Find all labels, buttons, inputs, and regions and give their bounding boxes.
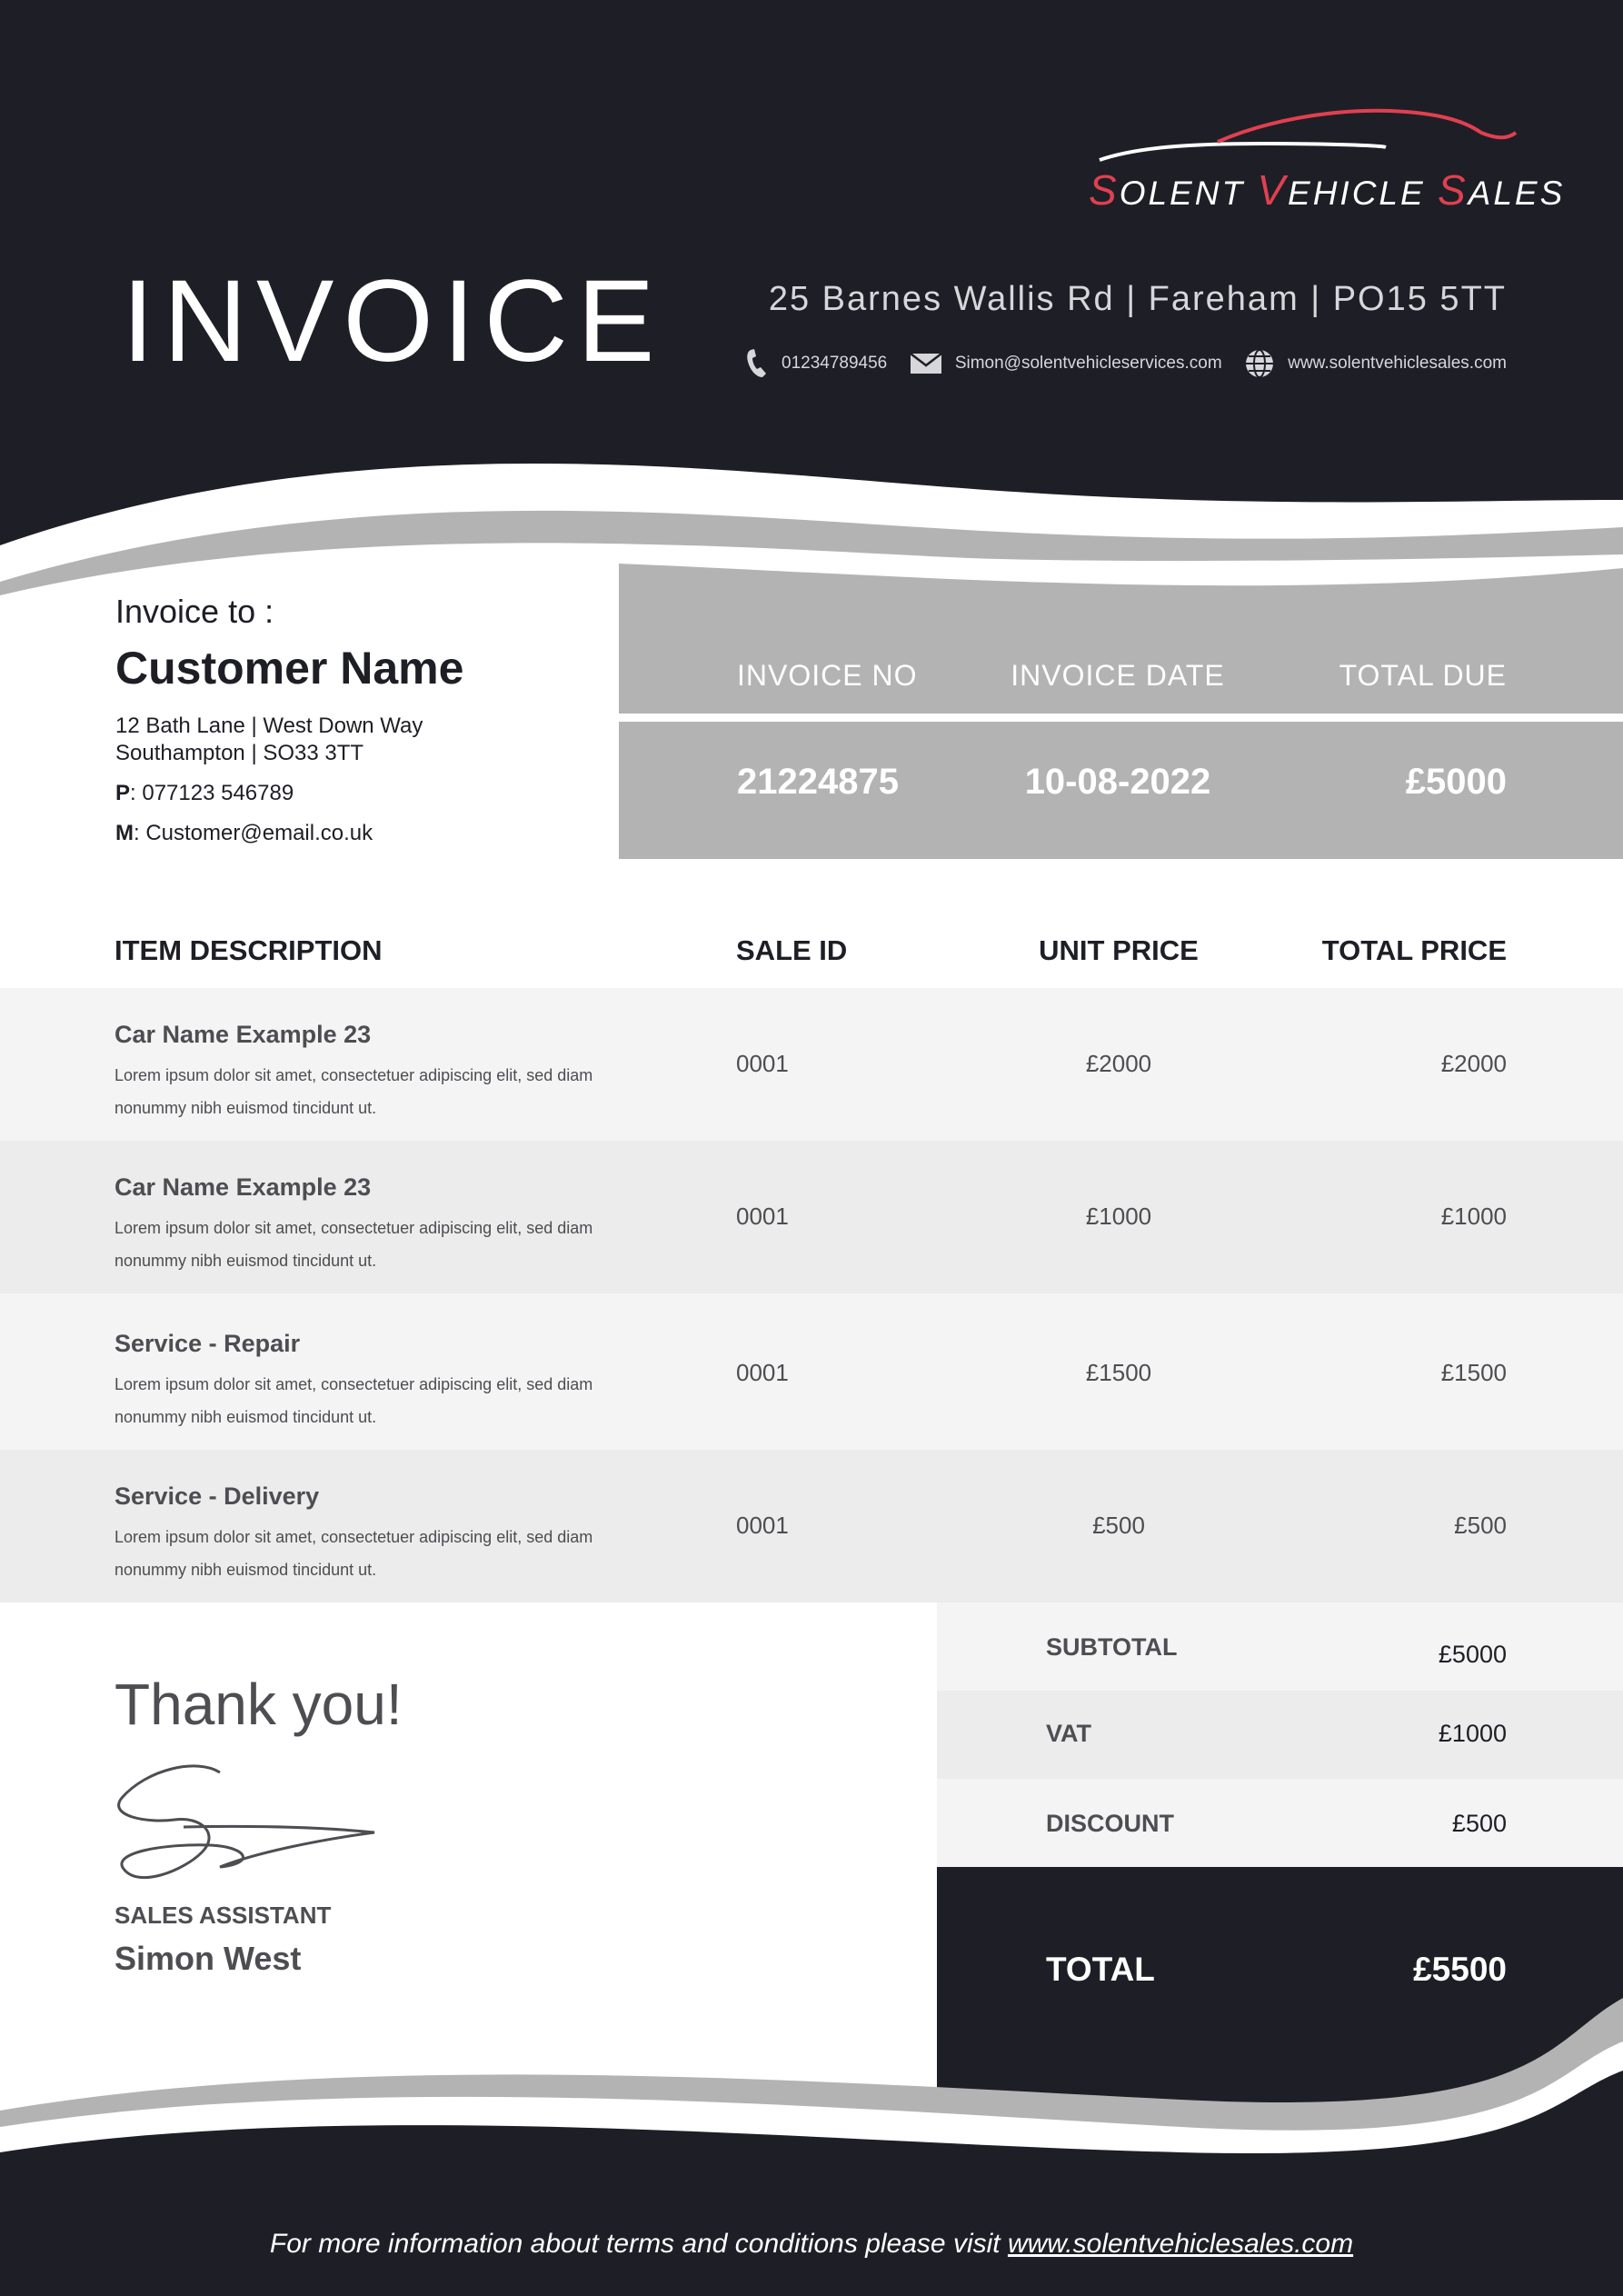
- subtotal-row: [937, 1602, 1623, 1691]
- mail-icon: [910, 352, 942, 375]
- total-value: £5500: [1413, 1951, 1507, 1988]
- item-title: Car Name Example 23: [115, 1021, 372, 1048]
- invoice-no-value: 21224875: [737, 762, 899, 802]
- sales-assistant-name: Simon West: [115, 1940, 302, 1977]
- item-description: Lorem ipsum dolor sit amet, consectetuer adipiscing elit, sed diam nonummy nibh euismod tincidunt ut.: [115, 1066, 593, 1117]
- total-label: TOTAL: [1046, 1951, 1155, 1988]
- brand-name: SOLENT VEHICLE SALES: [1089, 166, 1566, 214]
- table-row: [0, 1293, 1623, 1450]
- customer-address-line2: Southampton | SO33 3TT: [115, 741, 364, 765]
- discount-row: [937, 1779, 1623, 1867]
- table-row: [0, 988, 1623, 1141]
- item-unit-price: £2000: [1085, 1050, 1152, 1077]
- table-row: [0, 1141, 1623, 1293]
- item-sale-id: 0001: [736, 1512, 789, 1539]
- item-sale-id: 0001: [736, 1050, 789, 1077]
- item-unit-price: £1500: [1085, 1359, 1152, 1386]
- discount-label: DISCOUNT: [1046, 1810, 1174, 1837]
- invoice-date-value: 10-08-2022: [1024, 762, 1211, 802]
- customer-name: Customer Name: [115, 643, 464, 694]
- globe-icon: [1244, 348, 1275, 379]
- invoice-date-label: INVOICE DATE: [1011, 659, 1225, 692]
- item-total-price: £1000: [1440, 1203, 1507, 1230]
- col-header-sale-id: SALE ID: [736, 934, 848, 966]
- total-due-value: £5000: [1405, 762, 1507, 802]
- phone-icon: [745, 348, 769, 379]
- invoice-no-label: INVOICE NO: [737, 659, 918, 692]
- vat-row: [937, 1691, 1623, 1779]
- brand-logo: [1081, 100, 1566, 218]
- contact-bar: [745, 345, 1507, 382]
- col-header-unit-price: UNIT PRICE: [1039, 934, 1199, 966]
- bill-to-label: Invoice to :: [115, 593, 274, 630]
- signature: [111, 1762, 383, 1889]
- item-total-price: £2000: [1440, 1050, 1507, 1077]
- item-title: Service - Delivery: [115, 1482, 320, 1510]
- subtotal-value: £5000: [1438, 1641, 1507, 1668]
- item-description: Lorem ipsum dolor sit amet, consectetuer adipiscing elit, sed diam nonummy nibh euismod tincidunt ut.: [115, 1375, 593, 1426]
- item-description: Lorem ipsum dolor sit amet, consectetuer adipiscing elit, sed diam nonummy nibh euismod tincidunt ut.: [115, 1528, 593, 1579]
- col-header-total-price: TOTAL PRICE: [1321, 934, 1507, 966]
- total-due-label: TOTAL DUE: [1339, 659, 1507, 692]
- item-title: Car Name Example 23: [115, 1173, 372, 1201]
- customer-email: M: Customer@email.co.uk: [115, 821, 373, 845]
- discount-value: £500: [1451, 1810, 1507, 1837]
- contact-phone: 01234789456: [745, 348, 887, 379]
- thank-you-text: Thank you!: [115, 1672, 403, 1737]
- vat-value: £1000: [1438, 1720, 1507, 1747]
- item-title: Service - Repair: [115, 1330, 301, 1357]
- footer-text: For more information about terms and conditions please visit www.solentvehiclesales.com: [269, 2229, 1354, 2259]
- item-total-price: £1500: [1440, 1359, 1507, 1386]
- bill-to: [115, 593, 624, 847]
- footer-link[interactable]: www.solentvehiclesales.com: [1007, 2229, 1354, 2259]
- item-total-price: £500: [1454, 1512, 1507, 1539]
- item-description: Lorem ipsum dolor sit amet, consectetuer adipiscing elit, sed diam nonummy nibh euismod tincidunt ut.: [115, 1219, 593, 1270]
- sales-assistant-role: SALES ASSISTANT: [115, 1902, 332, 1929]
- item-sale-id: 0001: [736, 1359, 789, 1386]
- table-row: [0, 1450, 1623, 1602]
- customer-phone: P: 077123 546789: [115, 781, 294, 805]
- company-address: 25 Barnes Wallis Rd | Fareham | PO15 5TT: [768, 280, 1507, 318]
- car-outline-icon: [1081, 100, 1518, 164]
- page-title: INVOICE: [122, 256, 664, 386]
- contact-email: Simon@solentvehicleservices.com: [910, 352, 1222, 375]
- item-sale-id: 0001: [736, 1203, 789, 1230]
- contact-website: www.solentvehiclesales.com: [1244, 348, 1507, 379]
- col-header-description: ITEM DESCRIPTION: [115, 934, 383, 966]
- item-unit-price: £500: [1092, 1512, 1145, 1539]
- vat-label: VAT: [1046, 1720, 1091, 1747]
- subtotal-label: SUBTOTAL: [1046, 1633, 1178, 1661]
- item-unit-price: £1000: [1085, 1203, 1152, 1230]
- customer-address-line1: 12 Bath Lane | West Down Way: [115, 714, 423, 738]
